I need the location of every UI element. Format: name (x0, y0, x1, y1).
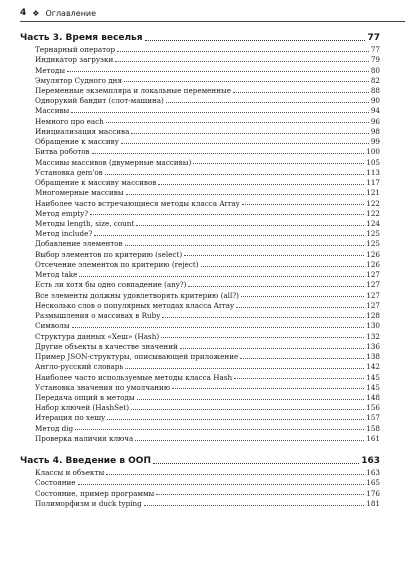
entry-title: Пример JSON-структуры, описывающей приложение (35, 352, 239, 362)
entry-page-number: 99 (370, 137, 380, 147)
entry-title: Добавление элементов (35, 239, 123, 249)
dot-leader (117, 51, 369, 52)
entry-page-number: 122 (366, 198, 380, 208)
header-rule (20, 21, 405, 22)
entry-title: Однорукий бандит (слот-машина) (35, 96, 164, 106)
entry-title: Многомерные массивы (35, 188, 124, 198)
toc-entry[interactable] (35, 207, 380, 217)
dot-leader (126, 194, 365, 195)
entry-page-number: 128 (366, 311, 380, 321)
dot-leader (172, 388, 364, 389)
toc-entry[interactable] (35, 289, 380, 299)
dot-leader (158, 184, 364, 185)
toc-entry[interactable] (35, 248, 380, 258)
entry-page-number: 94 (370, 106, 380, 116)
entry-title: Индикатор загрузки (35, 55, 114, 65)
toc-entry[interactable] (35, 476, 380, 486)
page-header (20, 6, 405, 20)
entry-page-number: 161 (366, 433, 380, 443)
dot-leader (105, 174, 365, 175)
entry-title: Наиболее часто встречающиеся методы класса Array (35, 198, 240, 208)
dot-leader (188, 286, 364, 287)
part-page-number: 163 (361, 456, 380, 467)
entry-page-number: 142 (366, 362, 380, 372)
dot-leader (236, 307, 364, 308)
toc-entry[interactable] (35, 487, 380, 497)
part-title: Часть 3. Время веселья (20, 33, 143, 43)
part-page-number: 77 (367, 33, 380, 43)
entry-page-number: 77 (370, 45, 380, 55)
entry-page-number: 127 (366, 290, 380, 300)
entry-title: Другие объекты в качестве значений (35, 341, 178, 351)
dot-leader (144, 505, 365, 506)
entry-title: Битва роботов (35, 147, 90, 157)
entry-page-number: 163 (366, 468, 380, 478)
entry-title: Наиболее часто используемые методы класса Hash (35, 372, 233, 382)
entry-title: Методы (35, 65, 66, 75)
entry-page-number: 125 (366, 229, 380, 239)
entry-page-number: 96 (370, 116, 380, 126)
dot-leader (75, 429, 364, 430)
entry-page-number: 122 (366, 208, 380, 218)
dot-leader (131, 133, 368, 134)
dot-leader (125, 245, 365, 246)
entry-title: Англо-русский словарь (35, 362, 124, 372)
dot-leader (193, 163, 364, 164)
entry-page-number: 113 (366, 167, 380, 177)
entry-title: Массивы (35, 106, 70, 116)
dot-leader (161, 337, 364, 338)
dot-leader (242, 204, 365, 205)
entry-page-number: 126 (366, 259, 380, 269)
entry-title: Структура данных «Хеш» (Hash) (35, 331, 160, 341)
dot-leader (107, 419, 364, 420)
entry-title: Немного про each (35, 116, 104, 126)
toc-entry[interactable] (35, 360, 380, 370)
dot-leader (79, 276, 364, 277)
entry-page-number: 124 (366, 219, 380, 229)
toc-entry[interactable] (35, 125, 380, 135)
table-of-contents (20, 23, 380, 507)
dot-leader (135, 440, 364, 441)
entry-page-number: 79 (370, 55, 380, 65)
dot-leader (92, 153, 365, 154)
entry-page-number: 157 (366, 413, 380, 423)
toc-part-heading[interactable] (20, 23, 380, 43)
dot-leader (145, 40, 366, 41)
entry-title: Установка gem'ов (35, 167, 103, 177)
toc-entry[interactable] (35, 145, 380, 155)
entry-title: Символы (35, 321, 70, 331)
entry-page-number: 138 (366, 352, 380, 362)
dot-leader (67, 71, 369, 72)
toc-entry[interactable] (35, 227, 380, 237)
entry-title: Отсечение элементов по критерию (reject) (35, 259, 199, 269)
toc-entry[interactable] (35, 217, 380, 227)
dot-leader (156, 494, 364, 495)
dot-leader (106, 474, 364, 475)
toc-entry[interactable] (35, 391, 380, 401)
entry-title: Обращение к массиву массивов (35, 178, 157, 188)
entry-title: Выбор элементов по критерию (select) (35, 249, 183, 259)
entry-page-number: 145 (366, 372, 380, 382)
entry-page-number: 125 (366, 239, 380, 249)
dot-leader (241, 296, 364, 297)
toc-entries (35, 466, 380, 507)
toc-entry[interactable] (35, 186, 380, 196)
entry-title: Передача опций в методы (35, 393, 135, 402)
entry-page-number: 98 (370, 126, 380, 136)
entry-title: Эмулятор Судного дня (35, 75, 123, 85)
entry-page-number: 176 (366, 488, 380, 498)
entry-title: Установка значения по умолчанию (35, 382, 171, 392)
entry-page-number: 181 (366, 498, 380, 508)
toc-entry[interactable] (35, 381, 380, 391)
dot-leader (78, 484, 365, 485)
entry-page-number: 136 (366, 341, 380, 351)
entry-title: Итерация по хешу (35, 413, 106, 423)
entry-page-number: 126 (366, 249, 380, 259)
dot-leader (234, 378, 364, 379)
entry-page-number: 165 (366, 478, 380, 488)
toc-entry[interactable] (35, 422, 380, 432)
entry-title: Массивы массивов (двумерные массивы) (35, 157, 192, 167)
toc-entry[interactable] (35, 74, 380, 84)
dot-leader (71, 112, 369, 113)
entry-page-number: 88 (370, 85, 380, 95)
toc-entry[interactable] (35, 401, 380, 411)
dot-leader (90, 214, 364, 215)
toc-entry[interactable] (35, 371, 380, 381)
page-number: 4 (20, 8, 27, 18)
toc-entry[interactable] (35, 330, 380, 340)
toc-entry[interactable] (35, 497, 380, 507)
entry-page-number: 90 (370, 96, 380, 106)
toc-entry[interactable] (35, 350, 380, 360)
entry-title: Классы и объекты (35, 468, 105, 478)
dot-leader (184, 255, 364, 256)
toc-entry[interactable] (35, 197, 380, 207)
toc-entry[interactable] (35, 176, 380, 186)
entry-page-number: 127 (366, 270, 380, 280)
dot-leader (233, 92, 369, 93)
toc-entry[interactable] (35, 309, 380, 319)
toc-entry[interactable] (35, 278, 380, 288)
entry-title: Полиморфизм и duck typing (35, 498, 142, 508)
dot-leader (201, 266, 365, 267)
entry-title: Есть ли хотя бы одно совпадение (any?) (35, 280, 187, 290)
dot-leader (162, 317, 364, 318)
running-title: Оглавление (45, 8, 97, 18)
toc-entry[interactable] (35, 319, 380, 329)
entry-page-number: 100 (366, 147, 380, 157)
entry-title: Состояние (35, 478, 76, 488)
dot-leader (153, 463, 359, 464)
toc-entry[interactable] (35, 237, 380, 247)
entry-title: Все элементы должны удовлетворять критерию (all?) (35, 290, 239, 300)
entry-page-number: 80 (370, 65, 380, 75)
toc-entry[interactable] (35, 94, 380, 104)
entry-title: Состояние, пример программы (35, 488, 155, 498)
toc-entries (35, 43, 380, 442)
entry-page-number: 121 (366, 188, 380, 198)
toc-entry[interactable] (35, 466, 380, 476)
entry-title: Размышления о массивах в Ruby (35, 311, 161, 321)
dot-leader (137, 399, 365, 400)
entry-title: Инициализация массива (35, 126, 130, 136)
dot-leader (115, 61, 369, 62)
toc-entry[interactable] (35, 268, 380, 278)
entry-page-number: 156 (366, 403, 380, 413)
toc-entry[interactable] (35, 411, 380, 421)
toc-entry[interactable] (35, 156, 380, 166)
entry-title: Метод dig (35, 423, 74, 433)
dot-leader (240, 358, 364, 359)
entry-title: Метод empty? (35, 208, 89, 218)
toc-entry[interactable] (35, 63, 380, 73)
toc-entry[interactable] (35, 53, 380, 63)
dot-leader (166, 102, 369, 103)
toc-entry[interactable] (35, 258, 380, 268)
toc-entry[interactable] (35, 166, 380, 176)
dot-leader (180, 348, 364, 349)
toc-entry[interactable] (35, 340, 380, 350)
entry-title: Метод take (35, 270, 78, 280)
toc-entry[interactable] (35, 299, 380, 309)
entry-title: Переменные экземпляра и локальные переменные (35, 85, 231, 95)
entry-title: Методы length, size, count (35, 219, 135, 229)
entry-page-number: 158 (366, 423, 380, 433)
toc-entry[interactable] (35, 135, 380, 145)
toc-entry[interactable] (35, 84, 380, 94)
entry-title: Метод include? (35, 229, 93, 239)
entry-page-number: 105 (366, 157, 380, 167)
entry-page-number: 127 (366, 280, 380, 290)
entry-page-number: 117 (366, 178, 380, 188)
entry-title: Проверка наличия ключа (35, 433, 134, 443)
dot-leader (131, 409, 364, 410)
entry-title: Обращение к массиву (35, 137, 119, 147)
toc-entry[interactable] (35, 432, 380, 442)
toc-entry[interactable] (35, 115, 380, 125)
entry-title: Набор ключей (HashSet) (35, 403, 130, 413)
entry-page-number: 82 (370, 75, 380, 85)
diamond-separator-icon: ❖ (32, 8, 40, 18)
dot-leader (124, 81, 369, 82)
toc-entry[interactable] (35, 43, 380, 53)
dot-leader (106, 122, 369, 123)
entry-title: Тернарный оператор (35, 45, 116, 55)
entry-page-number: 130 (366, 321, 380, 331)
dot-leader (121, 143, 369, 144)
part-title: Часть 4. Введение в ООП (20, 456, 151, 467)
toc-entry[interactable] (35, 104, 380, 114)
entry-page-number: 148 (366, 393, 380, 402)
dot-leader (72, 327, 365, 328)
entry-page-number: 145 (366, 382, 380, 392)
entry-title: Несколько слов о популярных методах класса Array (35, 300, 235, 310)
toc-part-heading[interactable] (20, 446, 380, 466)
dot-leader (94, 235, 364, 236)
dot-leader (136, 225, 364, 226)
dot-leader (125, 368, 364, 369)
entry-page-number: 132 (366, 331, 380, 341)
entry-page-number: 127 (366, 300, 380, 310)
